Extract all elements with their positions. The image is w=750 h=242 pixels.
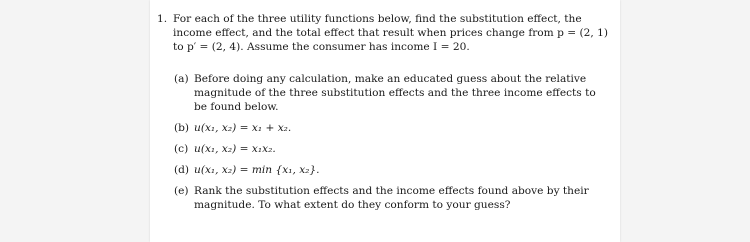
part-line: be found below. (194, 101, 279, 113)
problem-statement (173, 12, 612, 54)
problem-line: For each of the three utility functions below, find the substitution effect, the (173, 13, 582, 25)
part-line: Rank the substitution effects and the income effects found above by their (194, 185, 589, 197)
problem-line: to p′ = (2, 4). Assume the consumer has income I = 20. (173, 41, 470, 53)
part-a (174, 72, 610, 114)
utility-function: u(x₁, x₂) = x₁ + x₂. (194, 122, 292, 134)
problem-parts (174, 72, 610, 219)
part-line: magnitude. To what extent do they conform to your guess? (194, 199, 511, 211)
part-label: (d) (174, 164, 190, 176)
part-label: (b) (174, 122, 190, 134)
part-line: Before doing any calculation, make an educated guess about the relative (194, 73, 587, 85)
part-label: (e) (174, 185, 189, 197)
utility-function: u(x₁, x₂) = x₁x₂. (194, 143, 276, 155)
part-b (174, 121, 610, 135)
problem-number: 1. (157, 13, 168, 25)
problem-line: income effect, and the total effect that result when prices change from p = (2, 1) (173, 27, 608, 39)
utility-function: u(x₁, x₂) = min {x₁, x₂}. (194, 164, 320, 176)
part-c (174, 142, 610, 156)
document-page (150, 0, 620, 242)
part-label: (a) (174, 73, 189, 85)
part-label: (c) (174, 143, 189, 155)
part-e (174, 184, 610, 212)
part-line: magnitude of the three substitution effects and the three income effects to (194, 87, 596, 99)
problem-1 (157, 12, 612, 54)
part-d (174, 163, 610, 177)
